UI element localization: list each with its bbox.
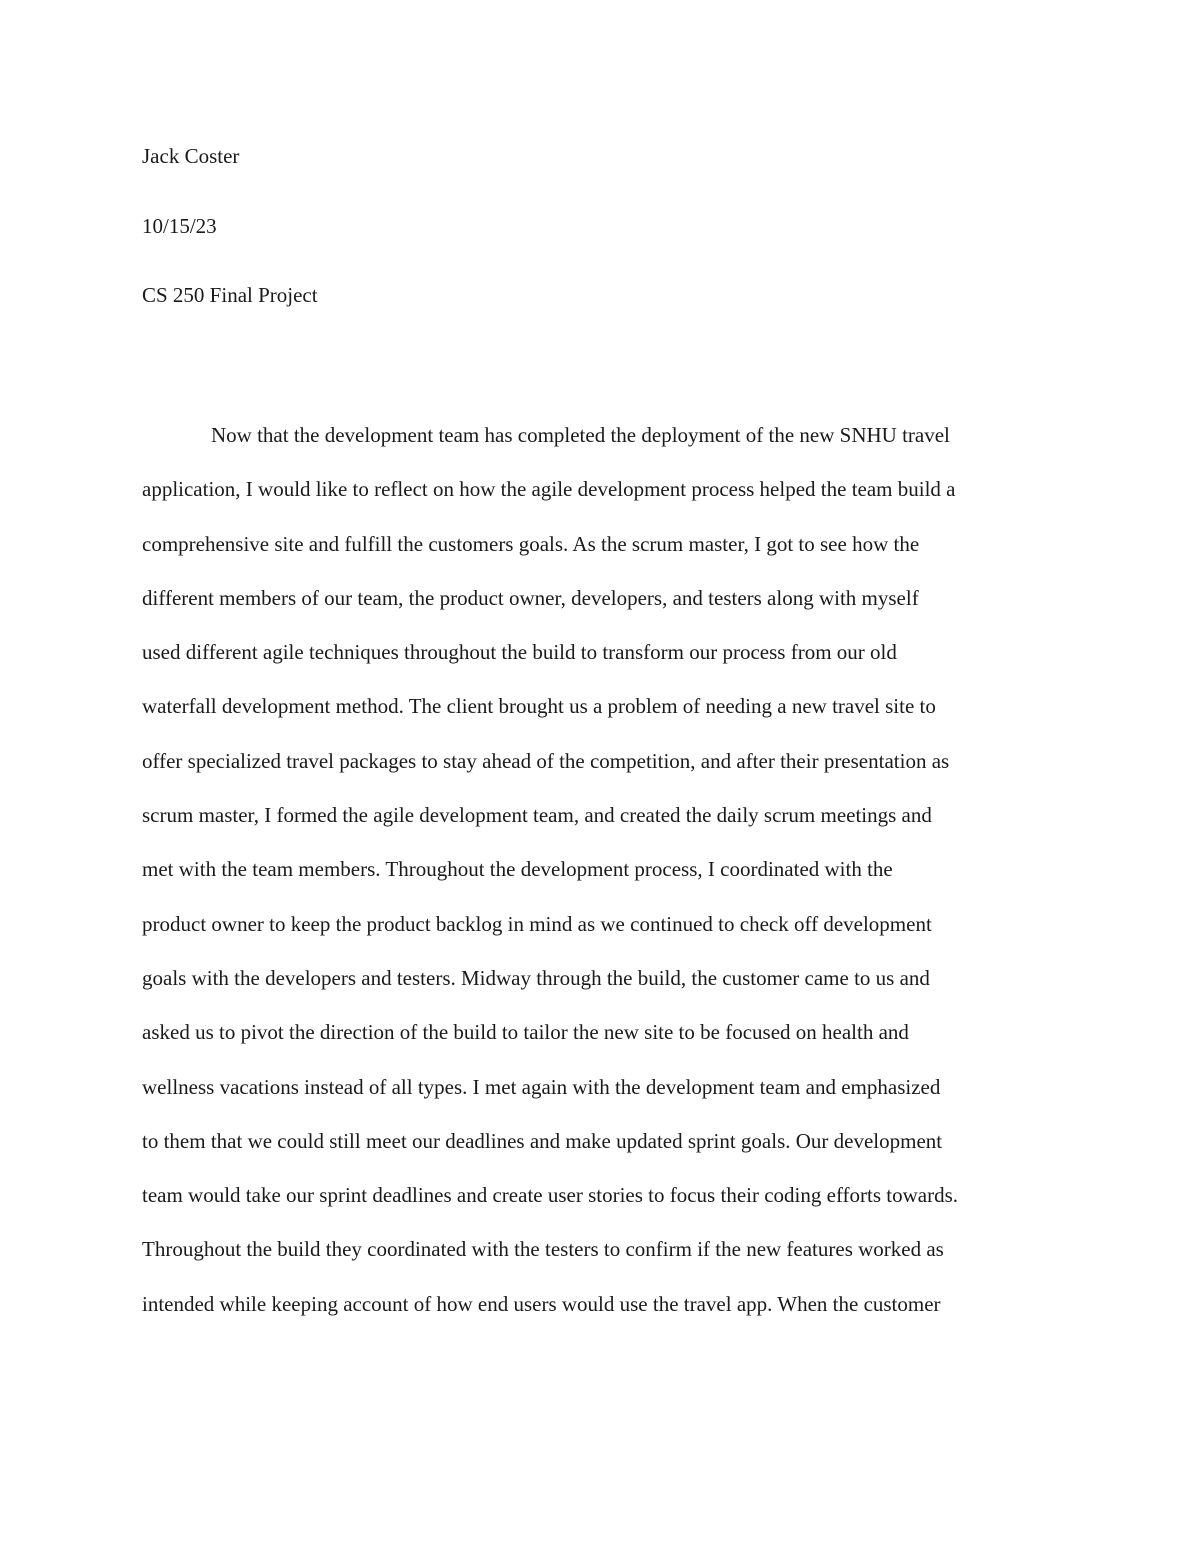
paragraph-line: Throughout the build they coordinated with the testers to confirm if the new features worked as: [142, 1237, 944, 1262]
paragraph-line: Now that the development team has completed the deployment of the new SNHU travel: [211, 423, 950, 447]
paragraph-line: application, I would like to reflect on how the agile development process helped the team build a: [142, 477, 956, 502]
paragraph-line: different members of our team, the product owner, developers, and testers along with myself: [142, 585, 919, 610]
paragraph-line: wellness vacations instead of all types. I met again with the development team and emphasized: [142, 1074, 941, 1099]
essay-paragraph: [142, 419, 1062, 1342]
paragraph-line: to them that we could still meet our deadlines and make updated sprint goals. Our development: [142, 1128, 943, 1153]
author-name: Jack Coster: [142, 144, 240, 168]
paragraph-line: met with the team members. Throughout the development process, I coordinated with the: [142, 857, 893, 882]
paragraph-line: used different agile techniques throughout the build to transform our process from our old: [142, 640, 897, 665]
paragraph-line: intended while keeping account of how end users would use the travel app. When the customer: [142, 1291, 941, 1316]
paragraph-line: offer specialized travel packages to stay ahead of the competition, and after their presentation as: [142, 748, 950, 773]
course-title: CS 250 Final Project: [142, 283, 318, 307]
paragraph-line: team would take our sprint deadlines and create user stories to focus their coding efforts towards.: [142, 1183, 959, 1208]
paragraph-line: goals with the developers and testers. Midway through the build, the customer came to us and: [142, 965, 930, 990]
paragraph-line: waterfall development method. The client brought us a problem of needing a new travel site to: [142, 694, 936, 719]
document-date: 10/15/23: [142, 214, 217, 238]
paragraph-line: scrum master, I formed the agile development team, and created the daily scrum meetings and: [142, 803, 932, 828]
paragraph-line: asked us to pivot the direction of the build to tailor the new site to be focused on health and: [142, 1020, 909, 1045]
paragraph-line: comprehensive site and fulfill the customers goals. As the scrum master, I got to see how the: [142, 531, 920, 556]
paragraph-line: product owner to keep the product backlog in mind as we continued to check off development: [142, 911, 932, 936]
